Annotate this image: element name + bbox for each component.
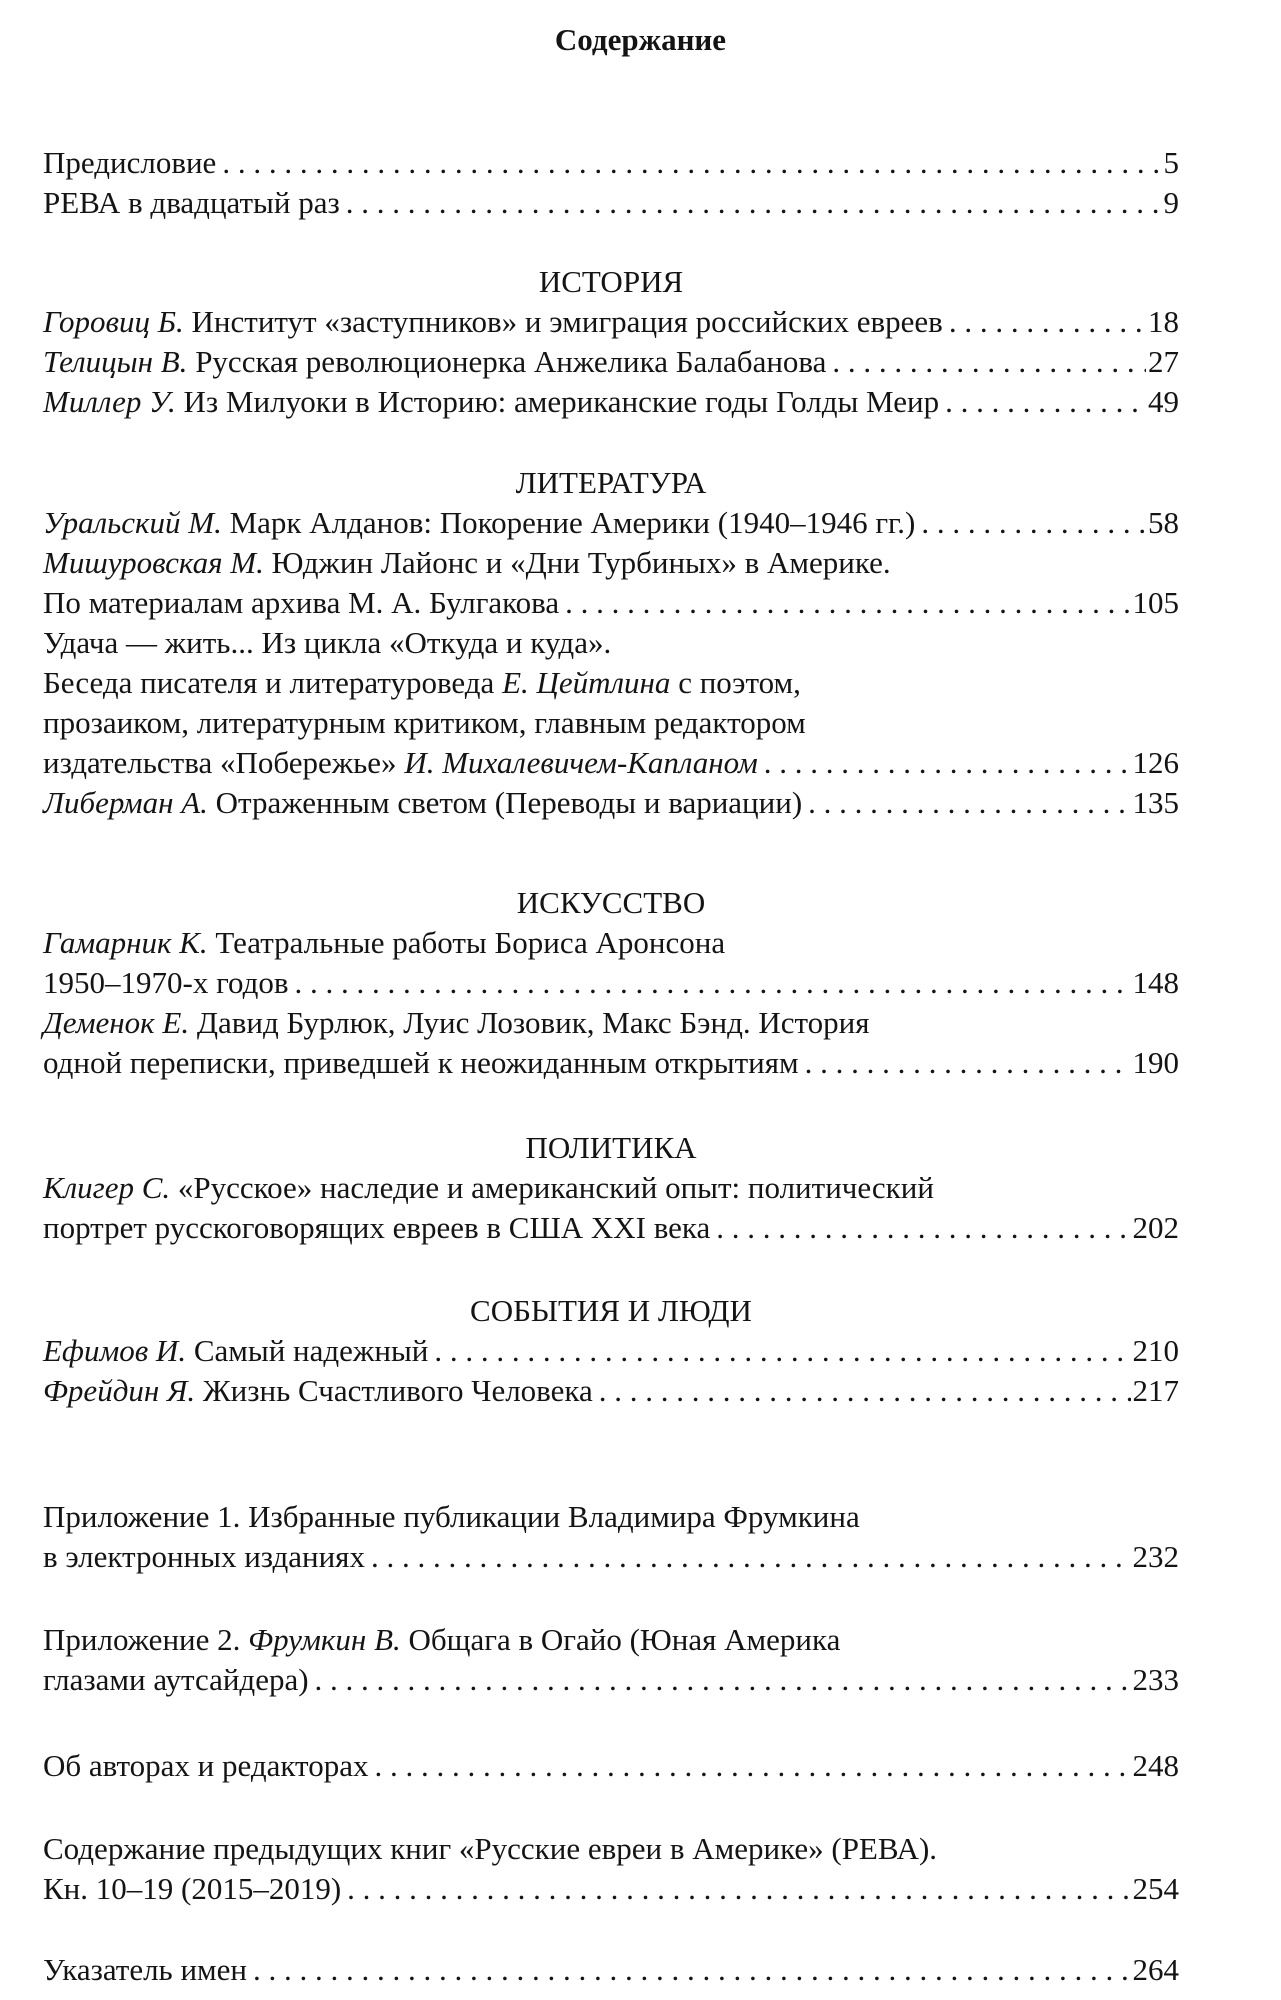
entry-prefix: Приложение 2. xyxy=(43,1622,241,1657)
entry-text-part: с поэтом, xyxy=(678,665,801,700)
entry-title: Русская революционерка Анжелика Балабанова xyxy=(195,344,827,379)
entry-text xyxy=(43,503,915,543)
toc-entry[interactable] xyxy=(43,783,1179,823)
entry-title-cont: портрет русскоговорящих евреев в США XXI века xyxy=(43,1210,711,1245)
entry-title: Предисловие xyxy=(43,145,217,180)
entry-title: РЕВА в двадцатый раз xyxy=(43,185,340,220)
entry-text xyxy=(43,342,826,382)
entry-text xyxy=(43,663,801,703)
toc-entry[interactable] xyxy=(43,1746,1179,1786)
entry-title: Марк Алданов: Покорение Америки (1940–1946 гг.) xyxy=(229,505,916,540)
dot-leader xyxy=(949,302,1146,342)
entry-text xyxy=(43,923,725,963)
author-name: Телицын В. xyxy=(43,344,188,379)
page-number: 264 xyxy=(1132,1952,1179,1987)
section-heading-art: ИСКУССТВО xyxy=(516,885,706,920)
page-number: 58 xyxy=(1148,505,1179,540)
toc-entry[interactable] xyxy=(43,1208,1179,1248)
entry-title: Удача — жить... Из цикла «Откуда и куда». xyxy=(43,625,612,660)
entry-title: Отраженным светом (Переводы и вариации) xyxy=(215,785,803,820)
page-number: 248 xyxy=(1132,1748,1179,1783)
entry-text xyxy=(43,1003,869,1043)
author-name: Мишуровская М. xyxy=(43,545,264,580)
entry-text xyxy=(43,743,758,783)
page-number: 9 xyxy=(1163,185,1179,220)
page-number: 210 xyxy=(1132,1333,1179,1368)
page-number: 126 xyxy=(1132,745,1179,780)
author-name: Клигер С. xyxy=(43,1170,171,1205)
toc-entry-line[interactable] xyxy=(43,1003,1179,1043)
dot-leader xyxy=(599,1371,1131,1411)
toc-entry[interactable] xyxy=(43,1537,1179,1577)
page-number: 217 xyxy=(1132,1373,1179,1408)
toc-entry[interactable] xyxy=(43,1043,1179,1083)
entry-title-cont: Кн. 10–19 (2015–2019) xyxy=(43,1871,342,1906)
toc-entry-line[interactable] xyxy=(43,703,1179,743)
entry-title: Общага в Огайо (Юная Америка xyxy=(408,1622,841,1657)
entry-title: Институт «заступников» и эмиграция российских евреев xyxy=(191,304,943,339)
page-number: 5 xyxy=(1163,145,1179,180)
dot-leader xyxy=(565,583,1130,623)
author-name: Фрейдин Я. xyxy=(43,1373,196,1408)
entry-text xyxy=(43,1371,593,1411)
toc-entry-line[interactable] xyxy=(43,923,1179,963)
author-name: Миллер У. xyxy=(43,384,176,419)
entry-title: Давид Бурлюк, Луис Лозовик, Макс Бэнд. История xyxy=(196,1005,870,1040)
entry-text xyxy=(43,783,802,823)
author-name: Гамарник К. xyxy=(43,925,208,960)
toc-entry[interactable] xyxy=(43,583,1179,623)
toc-entry[interactable] xyxy=(43,503,1179,543)
toc-entry-line[interactable] xyxy=(43,543,1179,583)
page-number: 190 xyxy=(1132,1045,1179,1080)
entry-title-cont: в электронных изданиях xyxy=(43,1539,365,1574)
entry-text xyxy=(43,1168,934,1208)
entry-text-part: Беседа писателя и литературоведа xyxy=(43,665,495,700)
dot-leader xyxy=(347,1869,1130,1909)
author-name: Либерман А. xyxy=(43,785,208,820)
author-name: И. Михалевичем-Капланом xyxy=(404,745,758,780)
entry-title: Жизнь Счастливого Человека xyxy=(202,1373,593,1408)
page-number: 254 xyxy=(1132,1871,1179,1906)
toc-entry-preface[interactable] xyxy=(43,143,1179,183)
dot-leader xyxy=(315,1660,1131,1700)
dot-leader xyxy=(374,1746,1130,1786)
entry-text xyxy=(43,1331,428,1371)
toc-entry-line[interactable] xyxy=(43,1168,1179,1208)
page-number: 105 xyxy=(1132,585,1179,620)
entry-title: Содержание предыдущих книг «Русские евреи в Америке» (РЕВА). xyxy=(43,1831,938,1866)
dot-leader xyxy=(371,1537,1131,1577)
page-number: 233 xyxy=(1132,1662,1179,1697)
toc-entry[interactable] xyxy=(43,1660,1179,1700)
dot-leader xyxy=(945,382,1146,422)
entry-title-cont: глазами аутсайдера) xyxy=(43,1662,309,1697)
page-number: 49 xyxy=(1148,384,1179,419)
author-name: Уральский М. xyxy=(43,505,222,540)
entry-text xyxy=(43,543,891,583)
toc-entry[interactable] xyxy=(43,963,1179,1003)
toc-entry[interactable] xyxy=(43,1869,1179,1909)
dot-leader xyxy=(832,342,1146,382)
toc-entry[interactable] xyxy=(43,342,1179,382)
section-heading-events: СОБЫТИЯ И ЛЮДИ xyxy=(470,1293,752,1328)
dot-leader xyxy=(295,963,1131,1003)
page-number: 202 xyxy=(1132,1210,1179,1245)
toc-entry-line[interactable] xyxy=(43,1497,1179,1537)
entry-title: Самый надежный xyxy=(193,1333,429,1368)
page-number: 232 xyxy=(1132,1539,1179,1574)
entry-title: Юджин Лайонс и «Дни Турбиных» в Америке. xyxy=(271,545,891,580)
section-heading-history: ИСТОРИЯ xyxy=(538,264,684,299)
toc-entry[interactable] xyxy=(43,743,1179,783)
author-name: Деменок Е. xyxy=(43,1005,190,1040)
toc-entry-line[interactable] xyxy=(43,623,1179,663)
page-number: 148 xyxy=(1132,965,1179,1000)
entry-text xyxy=(43,382,939,422)
dot-leader xyxy=(805,1043,1131,1083)
dot-leader xyxy=(253,1950,1131,1990)
dot-leader xyxy=(764,743,1131,783)
toc-entry-reva[interactable] xyxy=(43,183,1179,223)
author-name: Е. Цейтлина xyxy=(502,665,671,700)
toc-entry[interactable] xyxy=(43,1371,1179,1411)
page-title: Содержание xyxy=(554,22,727,57)
entry-title-cont: одной переписки, приведшей к неожиданным открытиям xyxy=(43,1045,799,1080)
page-number: 18 xyxy=(1148,304,1179,339)
author-name: Фрумкин В. xyxy=(248,1622,401,1657)
section-heading-politics: ПОЛИТИКА xyxy=(525,1130,697,1165)
entry-text xyxy=(43,1620,840,1660)
toc-entry-line[interactable] xyxy=(43,1620,1179,1660)
dot-leader xyxy=(222,143,1161,183)
entry-text xyxy=(43,302,943,342)
entry-title: Об авторах и редакторах xyxy=(43,1748,369,1783)
toc-entry[interactable] xyxy=(43,302,1179,342)
dot-leader xyxy=(716,1208,1130,1248)
toc-entry-line[interactable] xyxy=(43,663,1179,703)
entry-title: Указатель имен xyxy=(43,1952,247,1987)
page-number: 135 xyxy=(1132,785,1179,820)
entry-title: Из Милуоки в Историю: американские годы Голды Меир xyxy=(183,384,940,419)
toc-entry[interactable] xyxy=(43,1331,1179,1371)
entry-title-cont: По материалам архива М. А. Булгакова xyxy=(43,585,560,620)
entry-title-cont: 1950–1970-х годов xyxy=(43,965,289,1000)
entry-text-part: издательства «Побережье» xyxy=(43,745,397,780)
entry-title: «Русское» наследие и американский опыт: политический xyxy=(177,1170,934,1205)
author-name: Горовиц Б. xyxy=(43,304,184,339)
dot-leader xyxy=(808,783,1130,823)
toc-entry[interactable] xyxy=(43,1950,1179,1990)
entry-title: Театральные работы Бориса Аронсона xyxy=(215,925,726,960)
entry-title: Приложение 1. Избранные публикации Владимира Фрумкина xyxy=(43,1499,860,1534)
toc-entry-line[interactable] xyxy=(43,1829,1179,1869)
dot-leader xyxy=(921,503,1146,543)
author-name: Ефимов И. xyxy=(43,1333,187,1368)
entry-text-part: прозаиком, литературным критиком, главным редактором xyxy=(43,705,806,740)
toc-entry[interactable] xyxy=(43,382,1179,422)
section-heading-literature: ЛИТЕРАТУРА xyxy=(515,465,707,500)
page-number: 27 xyxy=(1148,344,1179,379)
dot-leader xyxy=(434,1331,1130,1371)
dot-leader xyxy=(346,183,1162,223)
